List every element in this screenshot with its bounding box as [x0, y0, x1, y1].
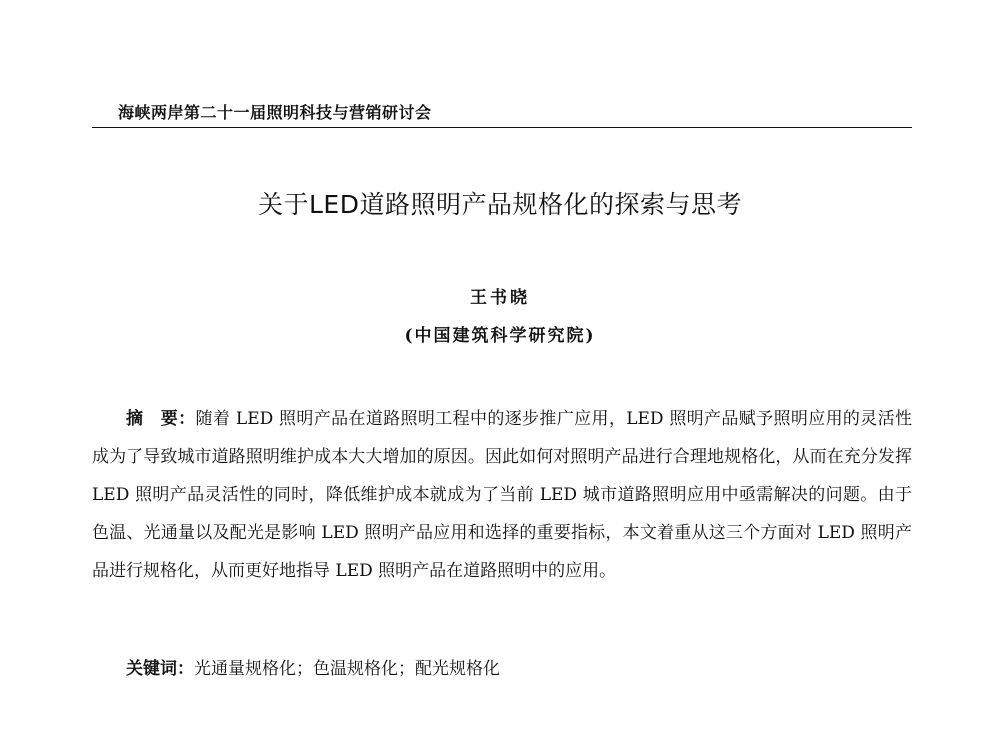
author-name: 王书晓	[470, 288, 530, 308]
keywords-line	[92, 650, 912, 688]
running-header: 海峡两岸第二十一届照明科技与营销研讨会	[118, 103, 432, 122]
author-affiliation: (中国建筑科学研究院)	[404, 326, 596, 346]
header-rule	[92, 127, 912, 128]
keywords-label: 关键词：	[126, 659, 194, 679]
abstract-label: 摘 要：	[126, 409, 196, 429]
abstract-paragraph	[92, 400, 912, 590]
paper-title: 关于LED道路照明产品规格化的探索与思考	[258, 190, 742, 219]
abstract-text: 随着 LED 照明产品在道路照明工程中的逐步推广应用，LED 照明产品赋予照明应用的灵活性成为了导致城市道路照明维护成本大大增加的原因。因此如何对照明产品进行合理地规格化，从而在充分发挥 LED 照明产品灵活性的同时，降低维护成本就成为了当前 LED 城市道路照明应用中亟需解决的问题。由于色温、光通量以及配光是影响 LED 照明产品应用和选择的重要指标，本文着重从这三个方面对 LED 照明产品进行规格化，从而更好地指导 LED 照明产品在道路照明中的应用。	[92, 409, 913, 581]
keywords-text: 光通量规格化；色温规格化；配光规格化	[194, 659, 500, 679]
